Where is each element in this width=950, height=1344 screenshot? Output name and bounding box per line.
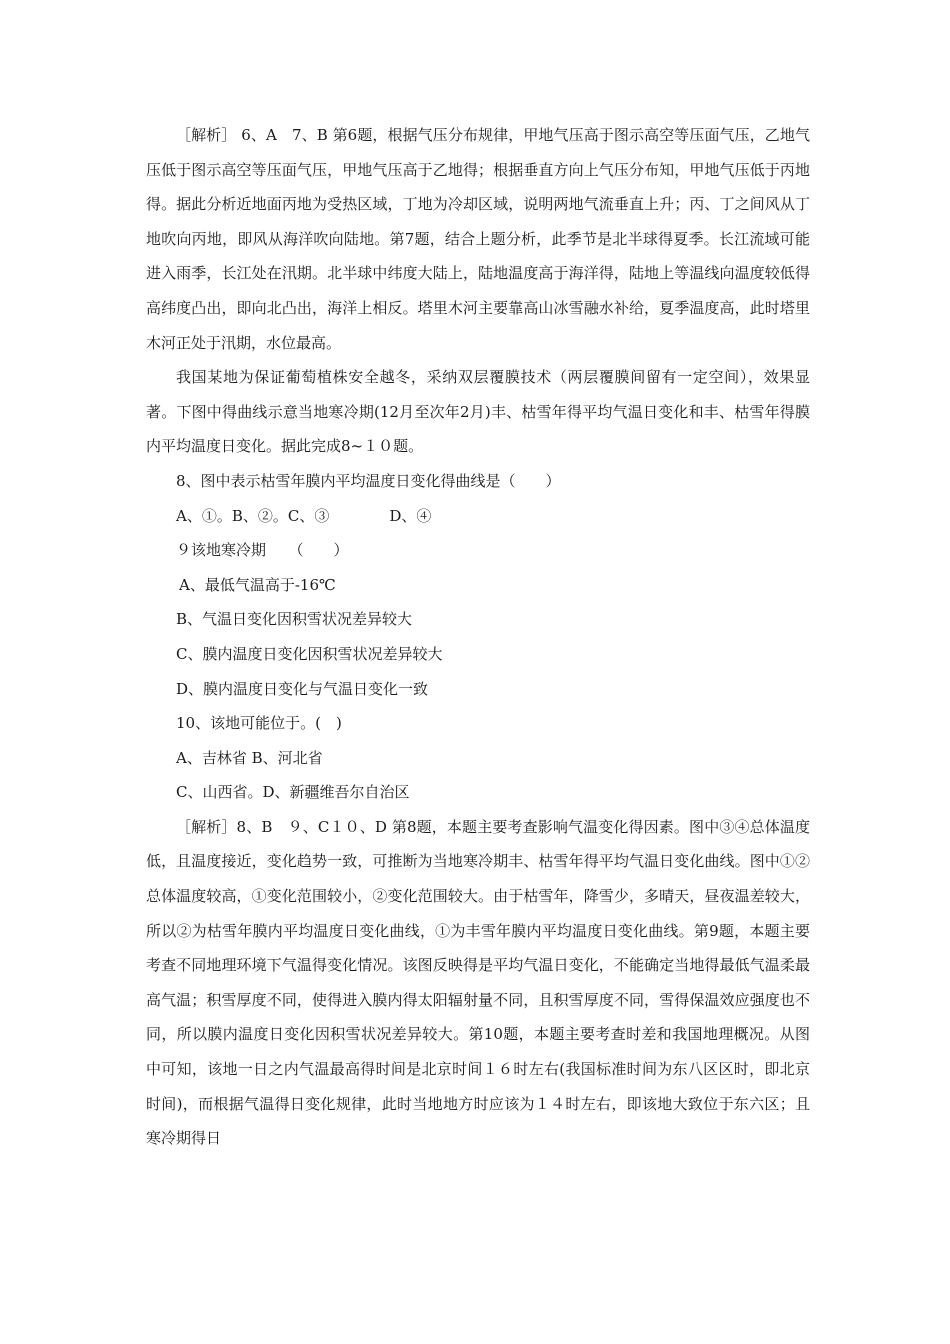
question-9-option-b: B、气温日变化因积雪状况差异较大 xyxy=(176,610,413,629)
question-8-stem: 8、图中表示枯雪年膜内平均温度日变化得曲线是（ ） xyxy=(176,471,561,490)
question-10-stem: 10、该地可能位于。( ) xyxy=(176,714,342,733)
question-8-options: A、①。B、②。C、③ D、④ xyxy=(176,506,432,525)
question-10-options-cd: C、山西省。D、新疆维吾尔自治区 xyxy=(176,783,410,802)
document-page xyxy=(146,118,810,1156)
question-intro-paragraph: 我国某地为保证葡萄植株安全越冬，采纳双层覆膜技术（两层覆膜间留有一定空间），效果显著。下图中得曲线示意当地寒冷期(12月至次年2月)丰、枯雪年得平均气温日变化和丰、枯雪年得膜内平均温度日变化。据此完成8~１０题。 xyxy=(146,368,810,456)
question-9-option-d: D、膜内温度日变化与气温日变化一致 xyxy=(176,679,429,698)
analysis-8-10-paragraph: ［解析］8、B ９、C１０、D 第8题，本题主要考查影响气温变化得因素。图中③④总体温度低，且温度接近，变化趋势一致，可推断为当地寒冷期丰、枯雪年得平均气温日变化曲线。图中①②总体温度较高，①变化范围较小，②变化范围较大。由于枯雪年，降雪少，多晴天，昼夜温差较大，所以②为枯雪年膜内平均温度日变化曲线，①为丰雪年膜内平均温度日变化曲线。第9题，本题主要考查不同地理环境下气温得变化情况。该图反映得是平均气温日变化，不能确定当地得最低气温柔最高气温；积雪厚度不同，使得进入膜内得太阳辐射量不同，且积雪厚度不同，雪得保温效应强度也不同，所以膜内温度日变化因积雪状况差异较大。第10题，本题主要考查时差和我国地理概况。从图中可知，该地一日之内气温最高得时间是北京时间１６时左右(我国标准时间为东八区区时，即北京时间)，而根据气温得日变化规律，此时当地地方时应该为１４时左右，即该地大致位于东六区；且寒冷期得日 xyxy=(146,817,810,1148)
question-9-stem: ９该地寒冷期 （ ） xyxy=(176,541,349,560)
question-9-option-c: C、膜内温度日变化因积雪状况差异较大 xyxy=(176,644,443,663)
analysis-6-7-paragraph: ［解析］ 6、A 7、B 第6题，根据气压分布规律，甲地气压高于图示高空等压面气压，乙地气压低于图示高空等压面气压，甲地气压高于乙地得；根据垂直方向上气压分布知，甲地气压低于丙地得。据此分析近地面丙地为受热区域，丁地为冷却区域，说明两地气流垂直上升；丙、丁之间风从丁地吹向丙地，即风从海洋吹向陆地。第7题，结合上题分析，此季节是北半球得夏季。长江流域可能进入雨季，长江处在汛期。北半球中纬度大陆上，陆地温度高于海洋得，陆地上等温线向温度较低得高纬度凸出，即向北凸出，海洋上相反。塔里木河主要靠高山冰雪融水补给，夏季温度高，此时塔里木河正处于汛期，水位最高。 xyxy=(146,126,810,352)
question-9-option-a: A、最低气温高于-16℃ xyxy=(179,575,336,594)
question-10-options-ab: A、吉林省 B、河北省 xyxy=(176,748,323,767)
